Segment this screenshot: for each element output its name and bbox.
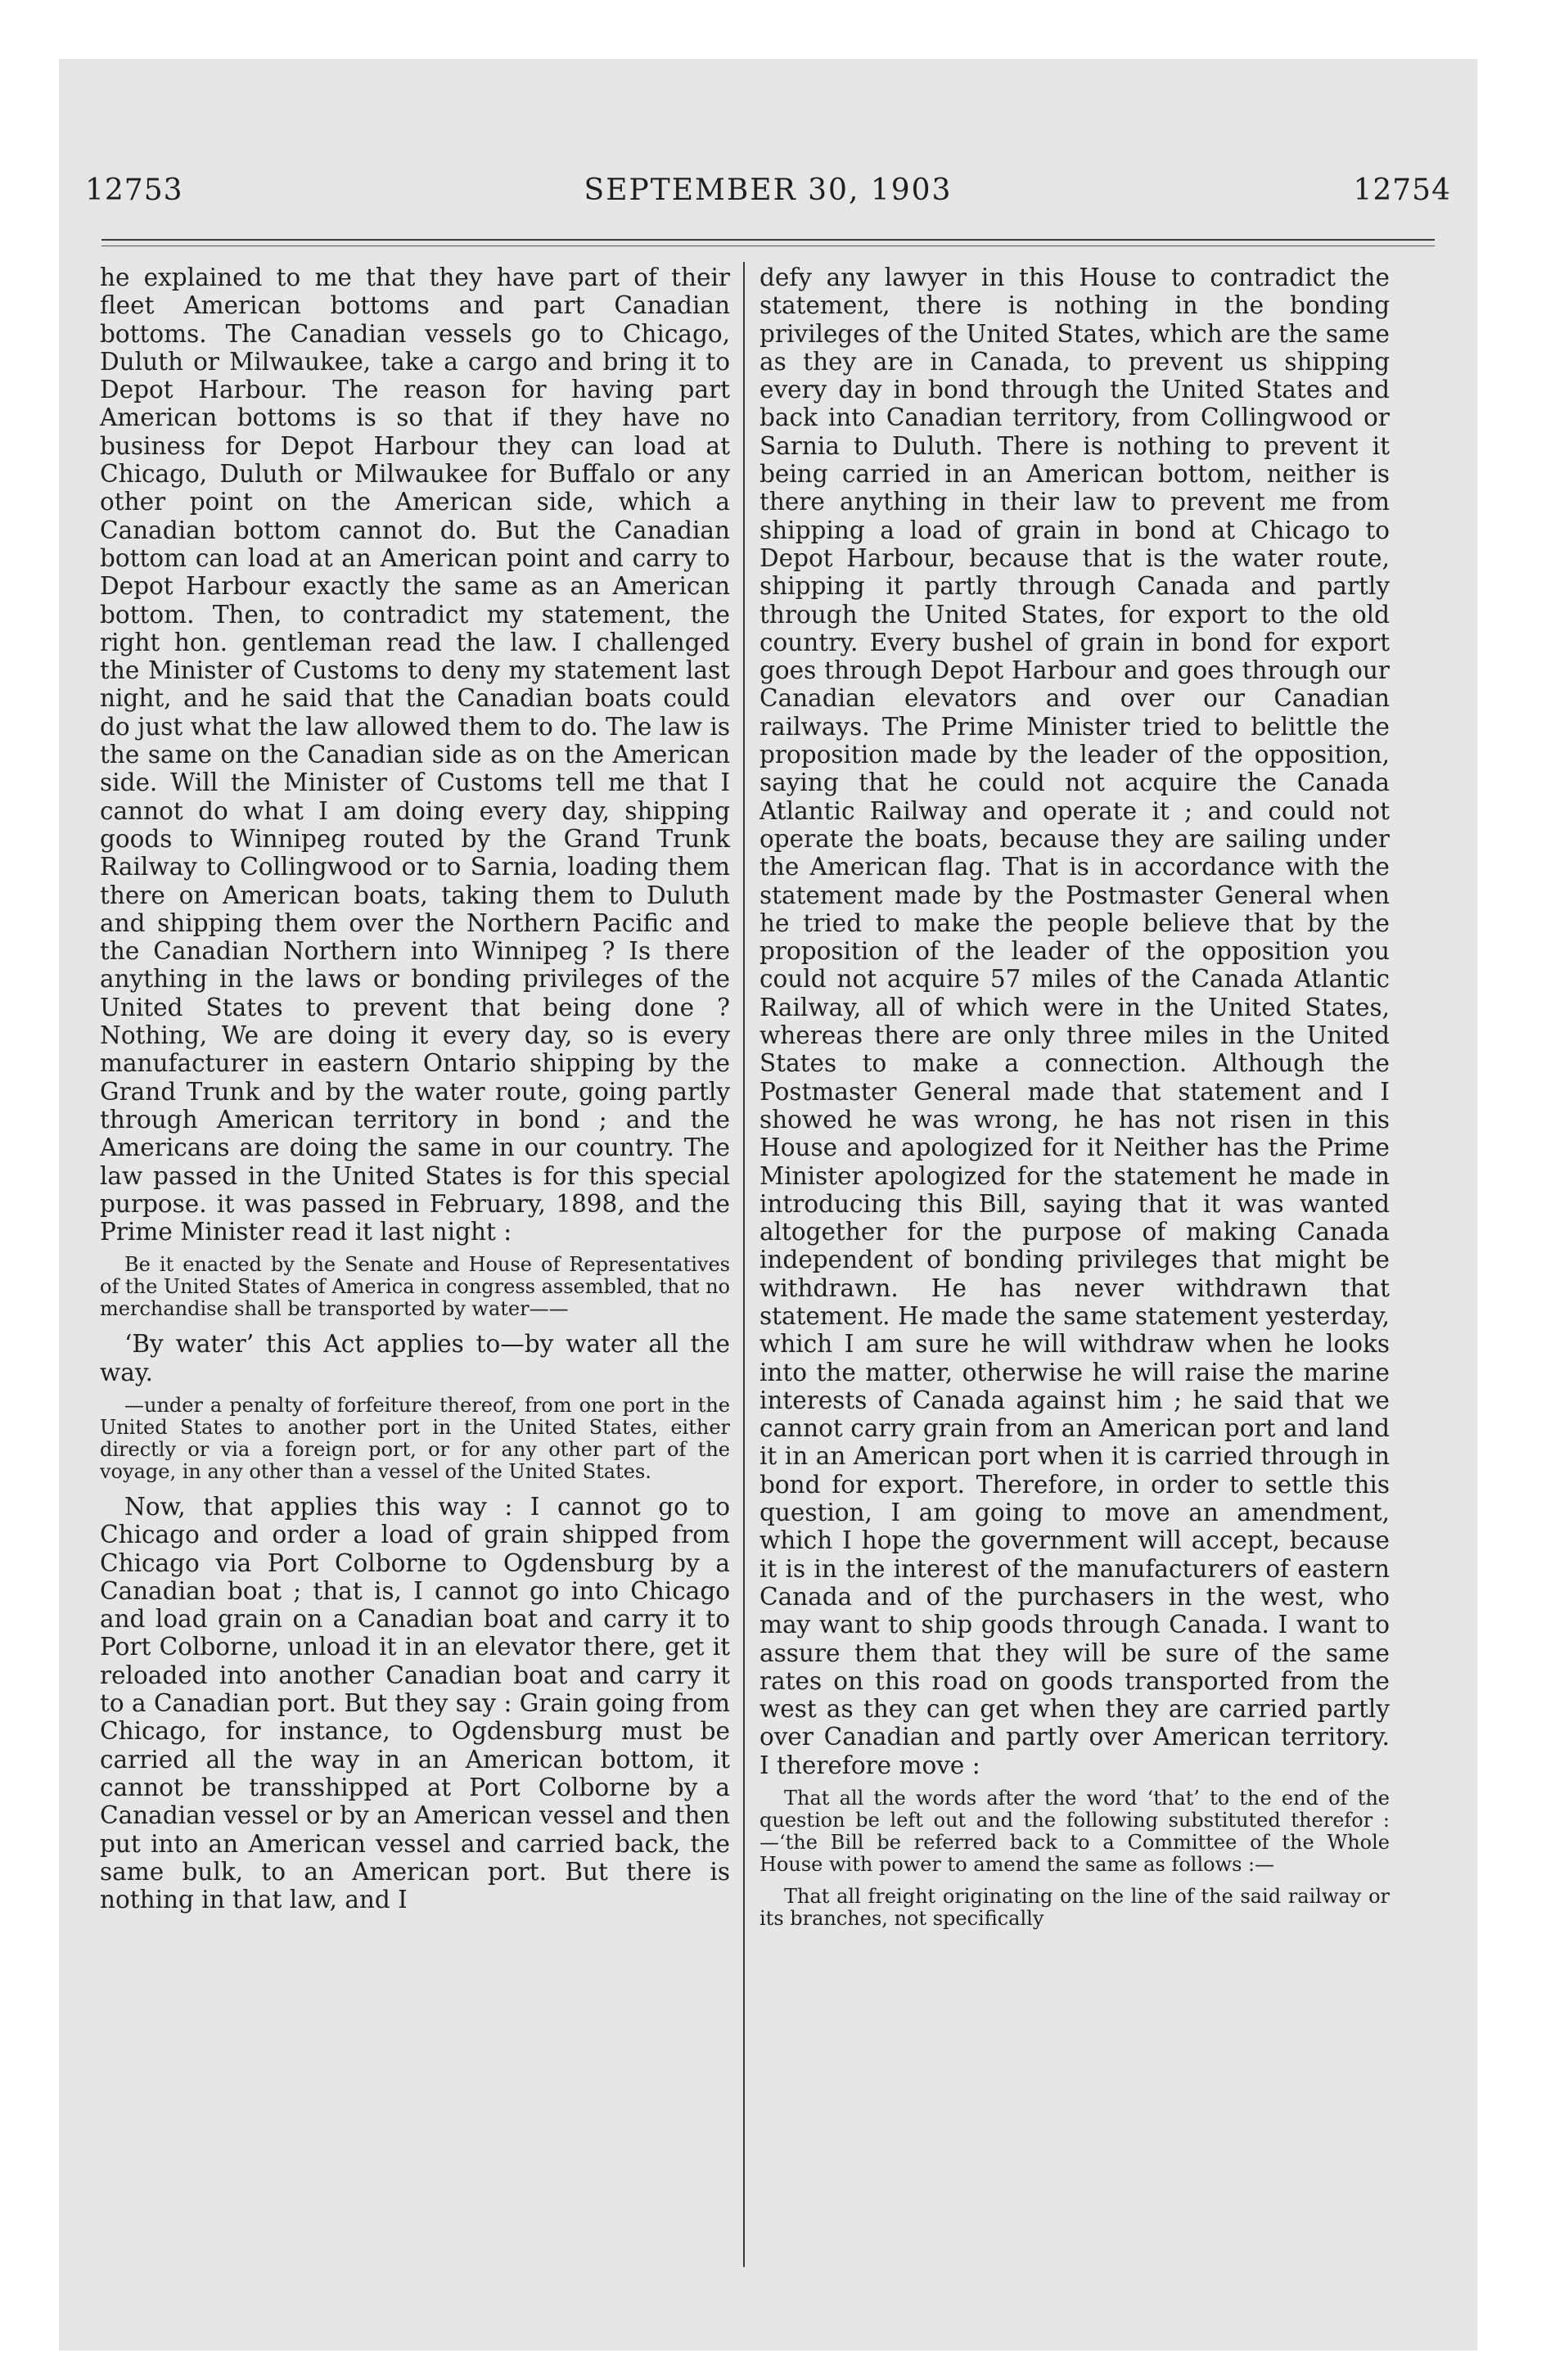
column-divider bbox=[743, 262, 745, 2267]
quoted-act-text: —under a penalty of forfeiture thereof, from one port in the United States to another port in the United States, either directly or via a foreign port, or for any other part of the voyage, in any other than a vessel of the United States. bbox=[100, 1393, 730, 1483]
paragraph: Now, that applies this way : I cannot go to Chicago and order a load of grain shipped from Chicago via Port Colborne to Ogdensburg by a Canadian boat ; that is, I cannot go into Chicago and load grain on a Canadian boat and carry it to Port Colborne, unload it in an elevator there, get it reloaded into another Canadian boat and carry it to a Canadian port. But they say : Grain going from Chicago, for instance, to Ogdensburg must be carried all the way in an American bottom, it cannot be transshipped at Port Colborne by a Canadian vessel or by an American vessel and then put into an American vessel and carried back, the same bulk, to an American port. But there is nothing in that law, and I bbox=[100, 1492, 730, 1914]
scanned-page bbox=[59, 59, 1477, 2351]
right-page-number: 12754 bbox=[1353, 174, 1451, 207]
paragraph: he explained to me that they have part of their fleet American bottoms and part Canadian bottoms. The Canadian vessels go to Chicago, Duluth or Milwaukee, take a cargo and bring it to Depot Harbour. The reason for having part American bottoms is so that if they have no business for Depot Harbour they can load at Chicago, Duluth or Milwaukee for Buffalo or any other point on the American side, which a Canadian bottom cannot do. But the Canadian bottom can load at an American point and carry to Depot Harbour exactly the same as an American bottom. Then, to contradict my statement, the right hon. gentleman read the law. I challenged the Minister of Customs to deny my statement last night, and he said that the Canadian boats could do just what the law allowed them to do. The law is the same on the Canadian side as on the American side. Will the Minister of Customs tell me that I cannot do what I am doing every day, shipping goods to Winnipeg routed by the Grand Trunk Railway to Collingwood or to Sarnia, loading them there on American boats, taking them to Duluth and shipping them over the Northern Pacific and the Canadian Northern into Winnipeg ? Is there anything in the laws or bonding privileges of the United States to prevent that being done ? Nothing, We are doing it every day, so is every manufacturer in eastern Ontario shipping by the Grand Trunk and by the water route, going partly through American territory in bond ; and the Americans are doing the same in our country. The law passed in the United States is for this special purpose. it was passed in February, 1898, and the Prime Minister read it last night : bbox=[100, 264, 730, 1246]
left-column bbox=[100, 264, 730, 1913]
page-date-title: SEPTEMBER 30, 1903 bbox=[584, 174, 953, 207]
page-header bbox=[83, 174, 1453, 223]
right-column bbox=[759, 264, 1390, 1940]
left-page-number: 12753 bbox=[85, 174, 183, 207]
quoted-act-text: Be it enacted by the Senate and House of Representatives of the United States of America in congress assembled, that no merchandise shall be transported by water—— bbox=[100, 1253, 730, 1321]
amendment-text: That all the words after the word ‘that’ to the end of the question be left out and the following substituted therefor :—‘the Bill be referred back to a Committee of the Whole House with power to amend the same as follows :— bbox=[759, 1787, 1390, 1877]
amendment-text: That all freight originating on the line of the said railway or its branches, not specifically bbox=[759, 1885, 1390, 1931]
paragraph: defy any lawyer in this House to contradict the statement, there is nothing in the bonding privileges of the United States, which are the same as they are in Canada, to prevent us shipping every day in bond through the United States and back into Canadian territory, from Collingwood or Sarnia to Duluth. There is nothing to prevent it being carried in an American bottom, neither is there anything in their law to prevent me from shipping a load of grain in bond at Chicago to Depot Harbour, because that is the water route, shipping it partly through Canada and partly through the United States, for export to the old country. Every bushel of grain in bond for export goes through Depot Harbour and goes through our Canadian elevators and over our Canadian railways. The Prime Minister tried to belittle the proposition made by the leader of the opposition, saying that he could not acquire the Canada Atlantic Railway and operate it ; and could not operate the boats, because they are sailing under the American flag. That is in accordance with the statement made by the Postmaster General when he tried to make the people believe that by the proposition of the leader of the opposition you could not acquire 57 miles of the Canada Atlantic Railway, all of which were in the United States, whereas there are only three miles in the United States to make a connection. Although the Postmaster General made that statement and I showed he was wrong, he has not risen in this House and apologized for it Neither has the Prime Minister apologized for the statement he made in introducing this Bill, saying that it was wanted altogether for the purpose of making Canada independent of bonding privileges that might be withdrawn. He has never withdrawn that statement. He made the same statement yesterday, which I am sure he will withdraw when he looks into the matter, otherwise he will raise the marine interests of Canada against him ; he said that we cannot carry grain from an American port and land it in an American port when it is carried through in bond for export. Therefore, in order to settle this question, I am going to move an amendment, which I hope the government will accept, because it is in the interest of the manufacturers of eastern Canada and of the purchasers in the west, who may want to ship goods through Canada. I want to assure them that they will be sure of the same rates on this road on goods transported from the west as they can get when they are carried partly over Canadian and partly over American territory. I therefore move : bbox=[759, 264, 1390, 1779]
paragraph: ‘By water’ this Act applies to—by water all the way. bbox=[100, 1330, 730, 1386]
header-rule bbox=[101, 239, 1435, 241]
